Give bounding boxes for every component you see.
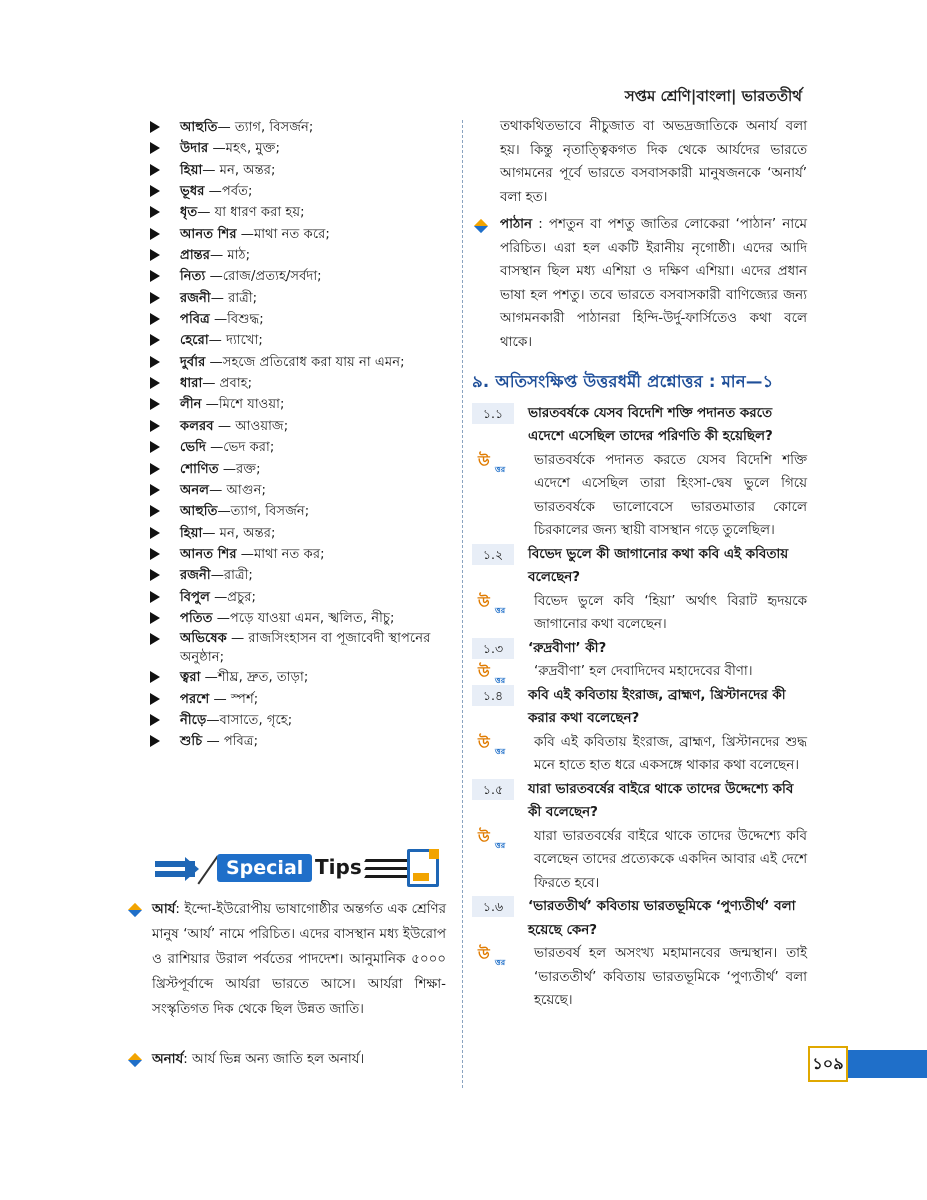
diamond-bullet-icon xyxy=(128,903,142,917)
question-text: ‘রুদ্রবীণা’ কী? xyxy=(528,640,607,656)
answer xyxy=(472,660,807,684)
glossary-definition: —মাথা নত কর; xyxy=(236,546,325,562)
answer-label: উ xyxy=(478,663,490,682)
glossary-item xyxy=(148,416,448,437)
glossary-term: হিয়া xyxy=(180,162,203,178)
glossary-term: নীড়ে xyxy=(180,712,207,728)
question-number: ১.৫ xyxy=(472,779,514,800)
glossary-item xyxy=(148,565,448,586)
triangle-bullet-icon xyxy=(150,633,170,645)
special-label: Special xyxy=(217,854,312,882)
column-divider xyxy=(462,120,463,1088)
triangle-bullet-icon xyxy=(150,398,170,410)
glossary-item xyxy=(148,437,448,458)
special-tips-banner xyxy=(155,847,445,893)
glossary-item xyxy=(148,629,448,667)
glossary-definition: — যা ধারণ করা হয়; xyxy=(197,205,305,221)
question-text: ভারতবর্ষকে যেসব বিদেশি শক্তি পদানত করতে এদেশে এসেছিল তাদের পরিণতি কী হয়েছিল? xyxy=(528,405,773,445)
question xyxy=(472,637,807,661)
glossary-item xyxy=(148,710,448,731)
note-arya xyxy=(128,897,446,1022)
question-number: ১.৩ xyxy=(472,638,514,659)
answer-text: কবি এই কবিতায় ইংরাজ, ব্রাহ্মণ, খ্রিস্টানদের শুদ্ধ মনে হাতে হাত ধরে একসঙ্গে থাকার কথা বলেছেন। xyxy=(534,734,807,774)
glossary-item xyxy=(148,501,448,522)
triangle-bullet-icon xyxy=(150,164,170,176)
answer-label: উ xyxy=(478,827,490,846)
section-heading xyxy=(472,369,807,396)
glossary-item xyxy=(148,587,448,608)
question-number: ১.৬ xyxy=(472,896,514,917)
answer-icon xyxy=(478,943,514,968)
answer-label: উ xyxy=(478,451,490,470)
glossary-definition: — আওয়াজ; xyxy=(213,418,289,434)
glossary-definition: —পর্বত; xyxy=(204,184,253,200)
triangle-bullet-icon xyxy=(150,612,170,624)
answer-text: বিভেদ ভুলে কবি ‘হিয়া’ অর্থাৎ বিরাট হৃদয়কে জাগানোর কথা বলেছেন। xyxy=(534,593,807,633)
glossary-term: শোণিত xyxy=(180,461,219,477)
glossary-item xyxy=(148,266,448,287)
triangle-bullet-icon xyxy=(150,505,170,517)
glossary-term: পতিত xyxy=(180,610,213,626)
glossary-term: ধৃত xyxy=(180,205,198,221)
question-number: ১.৪ xyxy=(472,685,514,706)
lines-decoration xyxy=(365,859,409,881)
triangle-bullet-icon xyxy=(150,671,170,683)
answer-text: যারা ভারতবর্ষের বাইরে থাকে তাদের উদ্দেশ্যে কবি বলেছেন তাদের প্রত্যেককে একদিন আবার এই দেশে ফিরতে হবে। xyxy=(534,828,807,891)
triangle-bullet-icon xyxy=(150,714,170,726)
glossary-definition: —রক্ত; xyxy=(218,461,261,477)
answer xyxy=(472,590,807,637)
glossary-item xyxy=(148,608,448,629)
glossary-item xyxy=(148,160,448,181)
question-text: যারা ভারতবর্ষের বাইরে থাকে তাদের উদ্দেশ্যে কবি কী বলেছেন? xyxy=(528,781,794,821)
triangle-bullet-icon xyxy=(150,356,170,368)
glossary-definition: —পড়ে যাওয়া এমন, স্খলিত, নীচু; xyxy=(212,610,395,626)
glossary-item xyxy=(148,288,448,309)
glossary-definition: — প্রবাহ; xyxy=(202,376,253,392)
triangle-bullet-icon xyxy=(150,548,170,560)
triangle-bullet-icon xyxy=(150,377,170,389)
glossary-item xyxy=(148,667,448,688)
question xyxy=(472,402,807,449)
glossary-definition: — আগুন; xyxy=(209,482,266,498)
answer-label: উ xyxy=(478,592,490,611)
glossary-item xyxy=(148,544,448,565)
glossary-definition: — পবিত্র; xyxy=(202,734,259,750)
note-pathan xyxy=(472,213,807,355)
glossary-term: উদার xyxy=(180,141,209,157)
glossary-definition: — রাজসিংহাসন বা পূজাবেদী স্থাপনের অনুষ্ঠান; xyxy=(180,631,431,666)
glossary-item xyxy=(148,138,448,159)
diamond-bullet-icon xyxy=(128,1053,142,1067)
answer-text: ভারতবর্ষকে পদানত করতে যেসব বিদেশি শক্তি এদেশে এসেছিল তারা হিংসা-দ্বেষ ভুলে গিয়ে ভারতবর্ষকে ভালোবেসে ভারতমাতার কোলে চিরকালের জন্য স্থায়ী বাসস্থান গড়ে তুলেছিল। xyxy=(534,452,807,539)
glossary-term: প্রান্তর xyxy=(180,248,211,264)
glossary-item xyxy=(148,309,448,330)
question-text: ‘ভারততীর্থ’ কবিতায় ভারতভূমিকে ‘পুণ্যতীর্থ’ বলা হয়েছে কেন? xyxy=(528,899,796,938)
note-text: : পশতুন বা পশতু জাতির লোকেরা ‘পাঠান’ নামে পরিচিত। এরা হল একটি ইরানীয় নৃগোষ্ঠী। এদের আদি বাসস্থান ছিল মধ্য এশিয়া ও দক্ষিণ এশিয়া। এদের প্রধান ভাষা হল পশতু। তবে ভারতে বসবাসকারী বাণিজ্যের জন্য আগমনকারী পাঠানরা হিন্দি-উর্দু-ফার্সিতেও কথা বলে থাকে। xyxy=(500,217,807,350)
glossary-item xyxy=(148,373,448,394)
intro-paragraph: তথাকথিতভাবে নীচুজাত বা অভদ্রজাতিকে অনার্য বলা হয়। কিন্তু নৃতাত্ত্বিকগত দিক থেকে আর্যদের ভারতে আগমনের পূর্বে ভারতে বসবাসকারী মানুষজনকে ‘অনার্য’ বলা হত। xyxy=(500,119,807,205)
document-icon xyxy=(407,849,439,887)
answer-label: উ xyxy=(478,945,490,964)
glossary-definition: — মন, অন্তর; xyxy=(202,162,276,178)
glossary-term: আনত শির xyxy=(180,226,237,242)
answer-sub: ত্তর xyxy=(495,958,506,968)
glossary-term: রজনী xyxy=(180,568,211,584)
answer-text: ভারতবর্ষ হল অসংখ্য মহামানবের জন্মস্থান। তাই ‘ভারততীর্থ’ কবিতায় ভারতভূমিকে ‘পুণ্যতীর্থ’ বলা হয়েছে। xyxy=(534,946,807,1009)
glossary-definition: — মাঠ; xyxy=(210,248,251,264)
triangle-bullet-icon xyxy=(150,484,170,496)
glossary-definition: —রোজ/প্রত্যহ/সর্বদা; xyxy=(205,269,322,285)
answer-text: ‘রুদ্রবীণা’ হল দেবাদিদেব মহাদেবের বীণা। xyxy=(534,664,753,680)
page-number-bar xyxy=(848,1050,927,1078)
glossary-definition: — রাত্রী; xyxy=(210,290,258,306)
glossary-term: আহুতি xyxy=(180,120,218,135)
triangle-bullet-icon xyxy=(150,735,170,747)
answer xyxy=(472,731,807,778)
glossary-item xyxy=(148,480,448,501)
answer-sub: ত্তর xyxy=(495,840,506,850)
answer-icon xyxy=(478,826,514,850)
answer-sub: ত্তর xyxy=(495,676,506,686)
note-text: : আর্য ভিন্ন অন্য জাতি হল অনার্য। xyxy=(183,1052,365,1067)
triangle-bullet-icon xyxy=(150,441,170,453)
right-column xyxy=(472,115,807,1013)
page-header: সপ্তম শ্রেণি|বাংলা| ভারততীর্থ xyxy=(624,87,802,105)
glossary-definition: —মাথা নত করে; xyxy=(236,226,330,242)
note-anarya xyxy=(128,1047,446,1072)
glossary-definition: — স্পর্শ; xyxy=(209,691,259,707)
glossary-term: অনল xyxy=(180,482,210,498)
glossary-definition: — মন, অন্তর; xyxy=(202,525,276,541)
answer-label: উ xyxy=(478,733,490,752)
note-term: পাঠান xyxy=(500,217,533,232)
glossary-item xyxy=(148,224,448,245)
glossary-definition: —মহৎ, মুক্ত; xyxy=(208,141,280,157)
triangle-bullet-icon xyxy=(150,334,170,346)
glossary-item xyxy=(148,202,448,223)
glossary-term: হেরো xyxy=(180,333,209,349)
glossary-list xyxy=(148,117,448,753)
glossary-term: ত্বরা xyxy=(180,670,201,686)
triangle-bullet-icon xyxy=(150,463,170,475)
glossary-definition: —শীঘ্র, দ্রুত, তাড়া; xyxy=(200,670,309,686)
triangle-bullet-icon xyxy=(150,420,170,432)
triangle-bullet-icon xyxy=(150,142,170,154)
triangle-bullet-icon xyxy=(150,228,170,240)
answer-icon xyxy=(478,591,514,615)
glossary-term: ভেদি xyxy=(180,440,206,456)
triangle-bullet-icon xyxy=(150,292,170,304)
glossary-definition: —রাত্রী; xyxy=(210,568,253,584)
triangle-bullet-icon xyxy=(150,270,170,282)
glossary-definition: —সহজে প্রতিরোধ করা যায় না এমন; xyxy=(205,354,405,370)
answer xyxy=(472,825,807,896)
note-term: অনার্য xyxy=(152,1052,184,1067)
triangle-bullet-icon xyxy=(150,121,170,133)
slash-decoration xyxy=(197,856,218,885)
answer-sub: ত্তর xyxy=(495,746,506,756)
glossary-item xyxy=(148,352,448,373)
glossary-item xyxy=(148,523,448,544)
answer xyxy=(472,449,807,543)
triangle-bullet-icon xyxy=(150,591,170,603)
glossary-term: রজনী xyxy=(180,290,211,306)
glossary-item xyxy=(148,245,448,266)
section-number: ৯. xyxy=(472,371,490,391)
glossary-term: ধারা xyxy=(180,376,203,392)
triangle-bullet-icon xyxy=(150,313,170,325)
glossary-definition: —ভেদ করা; xyxy=(205,440,275,456)
answer-icon xyxy=(478,450,514,474)
question xyxy=(472,778,807,825)
question xyxy=(472,684,807,731)
glossary-item xyxy=(148,181,448,202)
glossary-definition: —মিশে যাওয়া; xyxy=(201,397,285,413)
glossary-term: হিয়া xyxy=(180,525,203,541)
glossary-definition: —বিশুদ্ধ; xyxy=(209,312,264,328)
glossary-term: আহুতি xyxy=(180,504,218,520)
glossary-term: পরশে xyxy=(180,691,210,707)
glossary-item xyxy=(148,689,448,710)
glossary-definition: — দ্যাখো; xyxy=(208,333,263,349)
arrowhead-icon xyxy=(185,857,199,881)
glossary-term: দুর্বার xyxy=(180,354,206,370)
glossary-term: পবিত্র xyxy=(180,312,210,328)
answer-icon xyxy=(478,661,514,686)
question xyxy=(472,895,807,942)
glossary-term: অভিষেক xyxy=(180,631,227,647)
glossary-definition: — ত্যাগ, বিসর্জন; xyxy=(217,120,314,135)
glossary-definition: —ত্যাগ, বিসর্জন; xyxy=(217,504,310,520)
answer-sub: ত্তর xyxy=(495,605,506,615)
qa-list xyxy=(472,402,807,1013)
glossary-item xyxy=(148,731,448,752)
answer-sub: ত্তর xyxy=(495,464,506,474)
triangle-bullet-icon xyxy=(150,206,170,218)
triangle-bullet-icon xyxy=(150,185,170,197)
glossary-item xyxy=(148,117,448,138)
section-title: অতিসংক্ষিপ্ত উত্তরধর্মী প্রশ্নোত্তর : মান—১ xyxy=(495,371,774,391)
glossary-term: ভূধর xyxy=(180,184,205,200)
glossary-term: আনত শির xyxy=(180,546,237,562)
triangle-bullet-icon xyxy=(150,527,170,539)
page-number: ১০৯ xyxy=(808,1046,848,1082)
glossary-term: লীন xyxy=(180,397,202,413)
glossary-term: শুচি xyxy=(180,734,203,750)
question-text: কবি এই কবিতায় ইংরাজ, ব্রাহ্মণ, খ্রিস্টানদের কী করার কথা বলেছেন? xyxy=(528,687,786,727)
question-number: ১.১ xyxy=(472,403,514,424)
triangle-bullet-icon xyxy=(150,249,170,261)
answer-icon xyxy=(478,732,514,756)
glossary-term: বিপুল xyxy=(180,589,210,605)
diamond-bullet-icon xyxy=(474,219,488,233)
glossary-term: কলরব xyxy=(180,418,214,434)
triangle-bullet-icon xyxy=(150,693,170,705)
question-number: ১.২ xyxy=(472,544,514,565)
question xyxy=(472,543,807,590)
triangle-bullet-icon xyxy=(150,569,170,581)
glossary-item xyxy=(148,330,448,351)
glossary-definition: —প্রচুর; xyxy=(209,589,256,605)
note-text: : ইন্দো-ইউরোপীয় ভাষাগোষ্ঠীর অন্তর্গত এক শ্রেণির মানুষ ‘আর্য’ নামে পরিচিত। এদের বাসস্থান মধ্য ইউরোপ ও রাশিয়ার উরাল পর্বতের পাদদেশ। আনুমানিক ৫০০০ খ্রিস্টপূর্বাব্দে আর্যরা ভারতে আসে। আর্যরা শিক্ষা-সংস্কৃতিগত দিক থেকে ছিল উন্নত জাতি। xyxy=(152,902,446,1017)
answer xyxy=(472,942,807,1013)
glossary-item xyxy=(148,459,448,480)
glossary-definition: —বাসাতে, গৃহে; xyxy=(206,712,293,728)
note-term: আর্য xyxy=(152,902,176,917)
glossary-term: নিত্য xyxy=(180,269,206,285)
question-text: বিভেদ ভুলে কী জাগানোর কথা কবি এই কবিতায় বলেছেন? xyxy=(528,546,789,586)
glossary-item xyxy=(148,394,448,415)
tips-label: Tips xyxy=(315,855,362,879)
